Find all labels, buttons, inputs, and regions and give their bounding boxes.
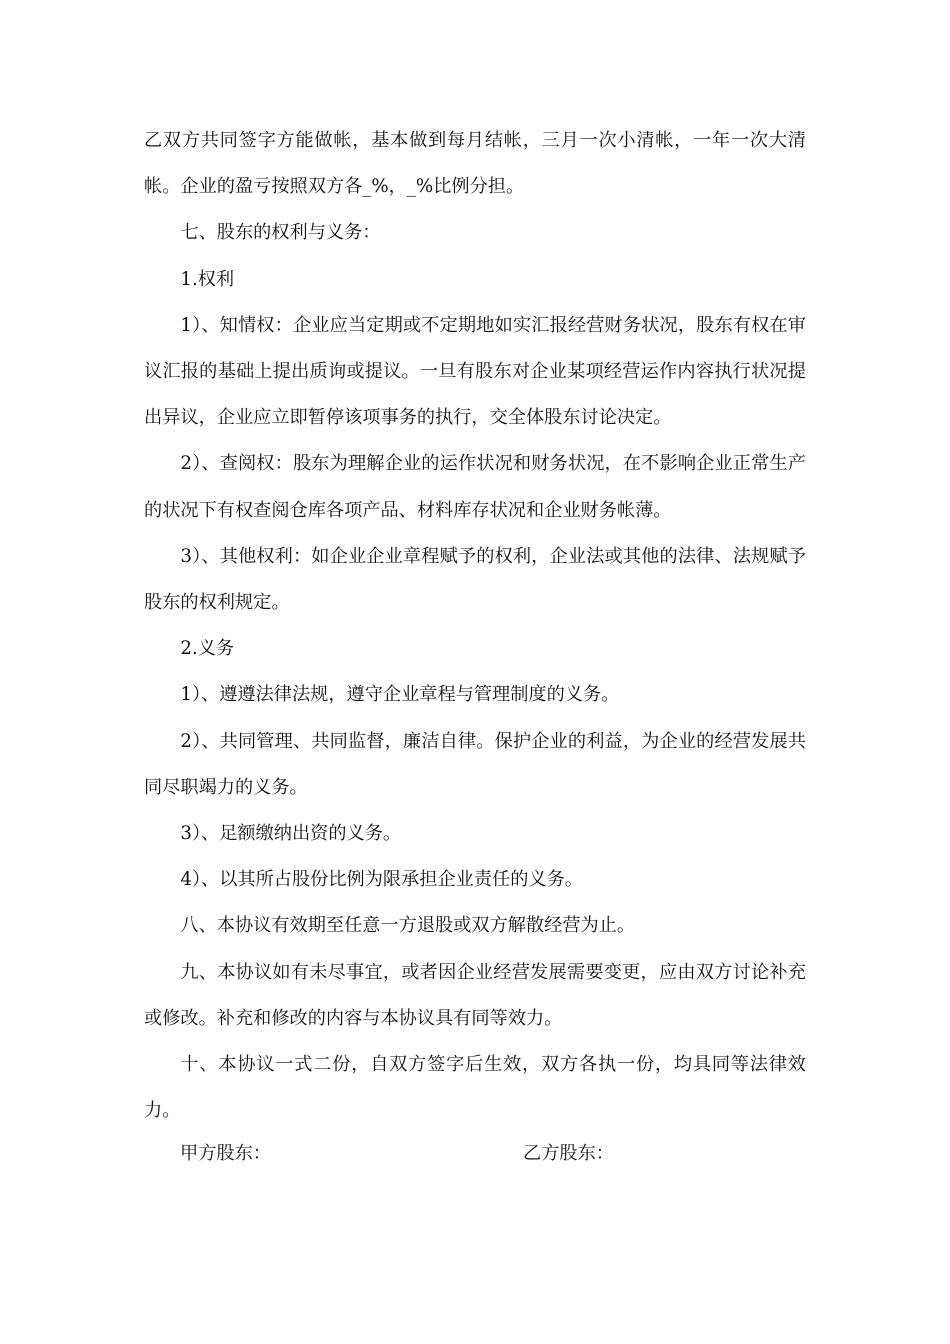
document-body (144, 118, 806, 1134)
section-10: 十、本协议一式二份，自双方签字后生效，双方各执一份，均具同等法律效力。 (144, 1054, 806, 1122)
paragraph-right-2: 2）、查阅权：股东为理解企业的运作状况和财务状况，在不影响企业正常生产的状况下有权查阅仓库各项产品、材料库存状况和企业财务帐薄。 (144, 453, 806, 521)
section-8: 八、本协议有效期至任意一方退股或双方解散经营为止。 (180, 915, 636, 937)
paragraph-obligation-4: 4）、以其所占股份比例为限承担企业责任的义务。 (180, 869, 583, 891)
paragraph-obligation-1: 1）、遵遵法律法规，遵守企业章程与管理制度的义务。 (180, 684, 620, 706)
subheading-rights: 1.权利 (180, 268, 235, 290)
party-a-signature-label: 甲方股东： (180, 1143, 271, 1164)
paragraph-right-3: 3）、其他权利：如企业企业章程赋予的权利，企业法或其他的法律、法规赋予股东的权利规定。 (144, 545, 806, 614)
party-b-signature-label: 乙方股东： (523, 1143, 614, 1164)
paragraph-right-1: 1）、知情权：企业应当定期或不定期地如实汇报经营财务状况，股东有权在审议汇报的基础上提出质询或提议。一旦有股东对企业某项经营运作内容执行状况提出异议，企业应立即暂停该项事务的执行，交全体股东讨论决定。 (144, 314, 806, 429)
paragraph-obligation-3: 3）、足额缴纳出资的义务。 (180, 823, 402, 845)
section-heading-7: 七、股东的权利与义务： (180, 222, 381, 244)
signature-row (0, 1134, 950, 1174)
section-9: 九、本协议如有未尽事宜，或者因企业经营发展需要变更，应由双方讨论补充或修改。补充和修改的内容与本协议具有同等效力。 (144, 961, 806, 1029)
paragraph-continued: 乙双方共同签字方能做帐，基本做到每月结帐，三月一次小清帐，一年一次大清帐。企业的盈亏按照双方各_%，_%比例分担。 (144, 130, 806, 198)
paragraph-obligation-2: 2）、共同管理、共同监督，廉洁自律。保护企业的利益，为企业的经营发展共同尽职竭力的义务。 (144, 730, 806, 798)
subheading-obligations: 2.义务 (180, 638, 235, 660)
